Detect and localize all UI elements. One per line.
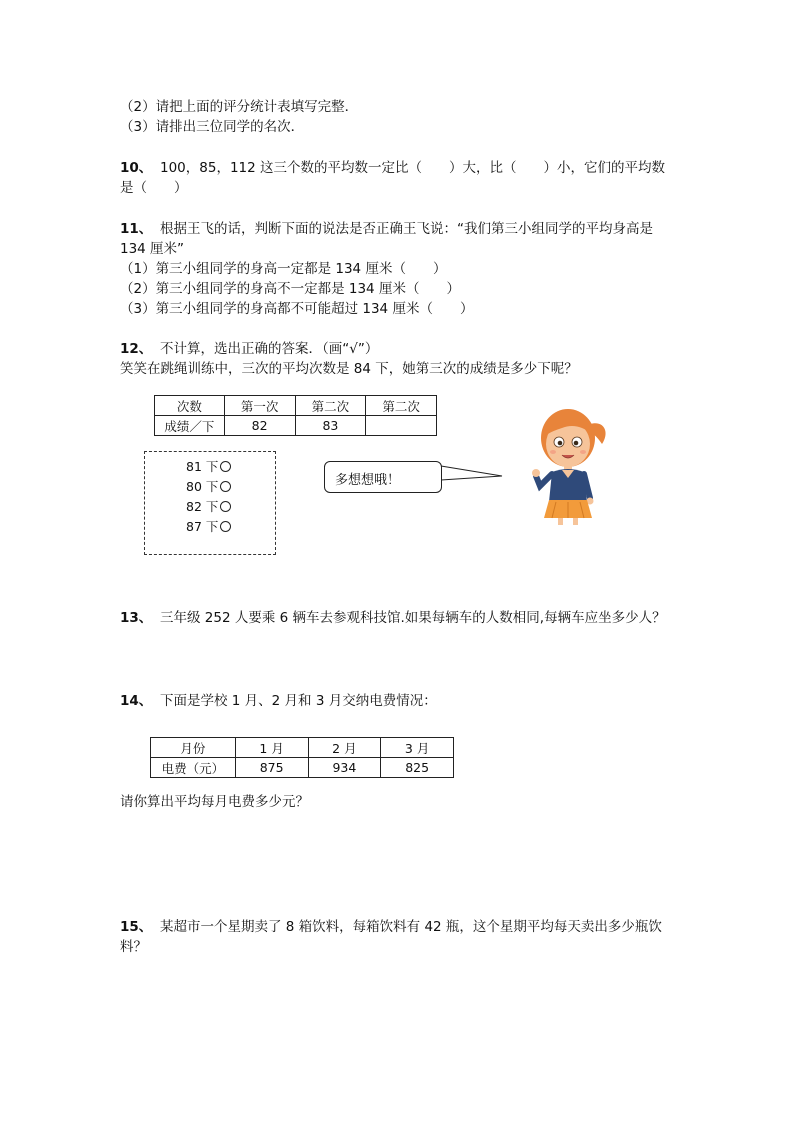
table-row [155, 396, 437, 416]
q10-number: 10、 [120, 160, 153, 176]
q10-line2: 是（ ） [120, 180, 188, 196]
q11-line2: 134 厘米” [120, 241, 185, 257]
table-cell: 875 [235, 758, 308, 778]
table-cell: 第一次 [224, 396, 295, 416]
circle-icon[interactable] [220, 521, 231, 532]
table-cell: 83 [295, 416, 366, 436]
q11-text: 根据王飞的话，判断下面的说法是否正确王飞说：“我们第三小组同学的平均身高是 [160, 221, 653, 237]
table-row [155, 416, 437, 436]
q11-item-3: （3）第三小组同学的身高都不可能超过 134 厘米（ ） [120, 301, 474, 317]
speech-tail-icon [440, 462, 505, 482]
table-row [151, 738, 454, 758]
circle-icon[interactable] [220, 481, 231, 492]
option-label: 81 下 [186, 459, 219, 474]
circle-icon[interactable] [220, 461, 231, 472]
q13-line [120, 608, 666, 628]
option-label: 82 下 [186, 499, 219, 514]
q15-line2: 料？ [120, 939, 147, 955]
q14-line [120, 691, 437, 711]
table-cell: 934 [308, 758, 381, 778]
option-label: 80 下 [186, 479, 219, 494]
table-cell: 月份 [151, 738, 236, 758]
table-cell: 第二次 [366, 396, 437, 416]
table-cell: 电费（元） [151, 758, 236, 778]
speech-bubble [324, 461, 442, 493]
option-label: 87 下 [186, 519, 219, 534]
q10-text: 100，85，112 这三个数的平均数一定比（ ）大，比（ ）小，它们的平均数 [160, 160, 666, 176]
q11-number: 11、 [120, 221, 153, 237]
q13-text: 三年级 252 人要乘 6 辆车去参观科技馆.如果每辆车的人数相同,每辆车应坐多少人？ [160, 610, 666, 626]
table-cell: 1 月 [235, 738, 308, 758]
q9-sub3: （3）请排出三位同学的名次． [120, 119, 305, 135]
table-cell [366, 416, 437, 436]
q14-fee-table [150, 737, 454, 778]
table-cell: 825 [381, 758, 454, 778]
q11-item-1: （1）第三小组同学的身高一定都是 134 厘米（ ） [120, 261, 447, 277]
q10-line1 [120, 158, 665, 178]
q15-line1 [120, 917, 662, 937]
circle-icon[interactable] [220, 501, 231, 512]
q12-option-2[interactable] [186, 477, 231, 497]
speech-text: 多想想哦！ [335, 473, 401, 488]
table-cell: 2 月 [308, 738, 381, 758]
q12-number: 12、 [120, 341, 153, 357]
table-cell: 82 [224, 416, 295, 436]
q12-option-1[interactable] [186, 457, 231, 477]
q12-line2: 笑笑在跳绳训练中，三次的平均次数是 84 下，她第三次的成绩是多少下呢？ [120, 361, 578, 377]
q13-number: 13、 [120, 610, 153, 626]
q14-question: 请你算出平均每月电费多少元？ [120, 794, 309, 810]
q12-option-3[interactable] [186, 497, 231, 517]
table-cell: 成绩／下 [155, 416, 225, 436]
girl-illustration-icon [532, 402, 614, 526]
table-cell: 次数 [155, 396, 225, 416]
table-cell: 第二次 [295, 396, 366, 416]
q9-sub2: （2）请把上面的评分统计表填写完整． [120, 99, 359, 115]
table-cell: 3 月 [381, 738, 454, 758]
q12-line1 [120, 339, 378, 359]
q15-text: 某超市一个星期卖了 8 箱饮料，每箱饮料有 42 瓶，这个星期平均每天卖出多少瓶饮 [160, 919, 662, 935]
q12-score-table [154, 395, 437, 436]
q15-number: 15、 [120, 919, 153, 935]
table-row [151, 758, 454, 778]
q11-line1 [120, 219, 653, 239]
q14-number: 14、 [120, 693, 153, 709]
q14-text: 下面是学校 1 月、2 月和 3 月交纳电费情况： [160, 693, 437, 709]
q12-text: 不计算，选出正确的答案．（画“√”） [160, 341, 379, 357]
q12-option-4[interactable] [186, 517, 231, 537]
q11-item-2: （2）第三小组同学的身高不一定都是 134 厘米（ ） [120, 281, 460, 297]
